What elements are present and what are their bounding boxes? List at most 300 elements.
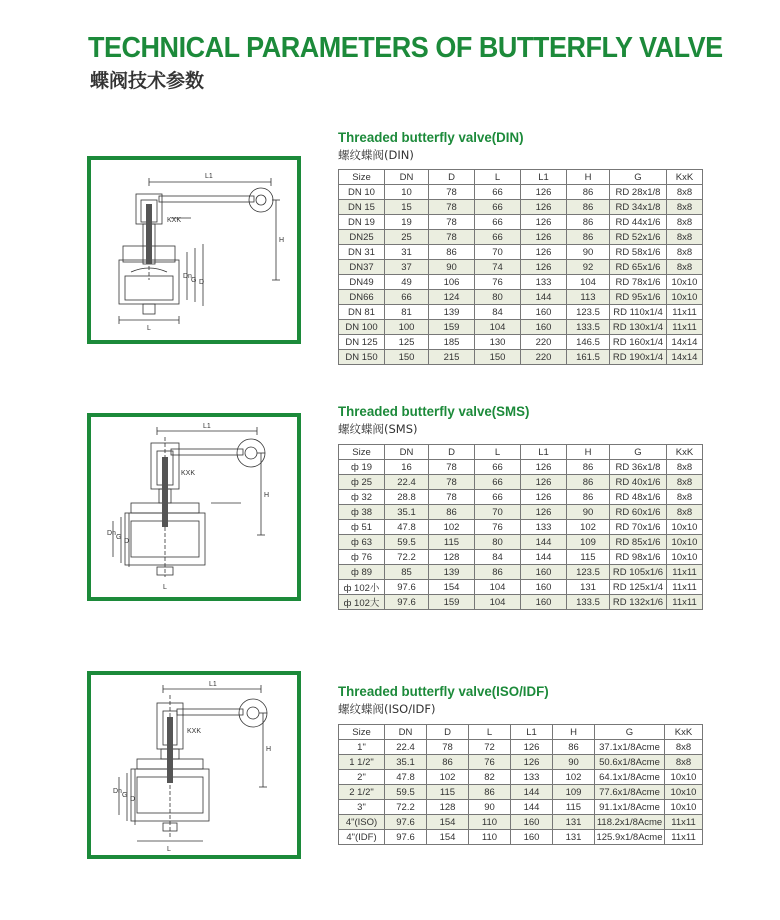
table-cell: 118.2x1/8Acme	[595, 815, 665, 830]
table-cell: 4"(IDF)	[339, 830, 385, 845]
table-cell: 78	[429, 200, 475, 215]
table-cell: 15	[385, 200, 429, 215]
column-header: D	[429, 445, 475, 460]
table-cell: 133.5	[567, 595, 610, 610]
table-cell: 86	[567, 475, 610, 490]
table-cell: 47.8	[385, 520, 429, 535]
table-cell: 4"(ISO)	[339, 815, 385, 830]
table-cell: 160	[521, 595, 567, 610]
table-cell: 11x11	[665, 815, 703, 830]
table-row	[339, 770, 703, 785]
table-cell: 76	[475, 275, 521, 290]
label-d: D	[124, 538, 130, 545]
column-header: KxK	[667, 170, 703, 185]
table-cell: 78	[427, 740, 469, 755]
table-header-row	[339, 725, 703, 740]
table-row	[339, 320, 703, 335]
page-title: TECHNICAL PARAMETERS OF BUTTERFLY VALVE	[88, 32, 723, 64]
table-row	[339, 580, 703, 595]
label-h: H	[279, 237, 285, 244]
table-cell: 144	[521, 550, 567, 565]
table-cell: 8x8	[667, 460, 703, 475]
table-cell: 84	[475, 550, 521, 565]
table-cell: 86	[567, 460, 610, 475]
table-header-row	[339, 445, 703, 460]
table-cell: 109	[553, 785, 595, 800]
column-header: L	[475, 445, 521, 460]
table-cell: 102	[429, 520, 475, 535]
table-cell: 2 1/2"	[339, 785, 385, 800]
table-cell: 8x8	[667, 215, 703, 230]
table-header-row	[339, 170, 703, 185]
column-header: DN	[385, 170, 429, 185]
label-l: L	[163, 584, 167, 591]
table-cell: 76	[469, 755, 511, 770]
table-cell: RD 65x1/6	[610, 260, 667, 275]
table-cell: 78	[429, 230, 475, 245]
table-cell: 90	[553, 755, 595, 770]
table-row	[339, 550, 703, 565]
table-cell: 10x10	[667, 290, 703, 305]
iso-idf-valve-diagram	[87, 671, 301, 859]
table-cell: 82	[469, 770, 511, 785]
table-cell: 50.6x1/8Acme	[595, 755, 665, 770]
table-cell: 78	[429, 185, 475, 200]
table-cell: 150	[385, 350, 429, 365]
table-cell: 133	[521, 275, 567, 290]
table-cell: RD 44x1/6	[610, 215, 667, 230]
column-header: G	[595, 725, 665, 740]
table-cell: 106	[429, 275, 475, 290]
table-row	[339, 815, 703, 830]
table-cell: 78	[429, 460, 475, 475]
table-cell: 10x10	[667, 275, 703, 290]
table-cell: RD 125x1/4	[610, 580, 667, 595]
table-cell: 2"	[339, 770, 385, 785]
table-cell: 10x10	[667, 520, 703, 535]
valve-drawing	[91, 675, 297, 855]
din-spec-table	[338, 169, 703, 365]
table-cell: 130	[475, 335, 521, 350]
table-cell: DN 10	[339, 185, 385, 200]
table-cell: 90	[567, 245, 610, 260]
page-subtitle: 蝶阀技术参数	[90, 70, 205, 92]
table-cell: 161.5	[567, 350, 610, 365]
table-cell: 104	[567, 275, 610, 290]
table-cell: 154	[427, 815, 469, 830]
column-header: D	[427, 725, 469, 740]
table-cell: 8x8	[667, 260, 703, 275]
table-cell: 128	[427, 800, 469, 815]
table-cell: 16	[385, 460, 429, 475]
label-h: H	[264, 492, 270, 499]
table-row	[339, 490, 703, 505]
table-cell: ф 25	[339, 475, 385, 490]
table-cell: 160	[511, 830, 553, 845]
column-header: KxK	[667, 445, 703, 460]
table-cell: 109	[567, 535, 610, 550]
table-cell: 78	[429, 475, 475, 490]
table-body	[339, 185, 703, 365]
table-row	[339, 535, 703, 550]
table-body	[339, 460, 703, 610]
table-cell: 110	[469, 830, 511, 845]
table-cell: 72.2	[385, 800, 427, 815]
table-cell: 115	[553, 800, 595, 815]
table-cell: 97.6	[385, 830, 427, 845]
table-cell: 59.5	[385, 785, 427, 800]
table-cell: 70	[475, 505, 521, 520]
table-cell: RD 34x1/8	[610, 200, 667, 215]
table-cell: 126	[521, 475, 567, 490]
table-cell: 126	[521, 200, 567, 215]
table-cell: 86	[475, 565, 521, 580]
label-kxk: KXK	[187, 728, 202, 735]
table-cell: 160	[521, 580, 567, 595]
table-cell: 78	[429, 215, 475, 230]
table-cell: ф 102小	[339, 580, 385, 595]
table-cell: 31	[385, 245, 429, 260]
column-header: Size	[339, 170, 385, 185]
table-cell: ф 51	[339, 520, 385, 535]
table-cell: 14x14	[667, 335, 703, 350]
table-cell: RD 105x1/6	[610, 565, 667, 580]
table-body	[339, 740, 703, 845]
column-header: H	[567, 170, 610, 185]
table-cell: 49	[385, 275, 429, 290]
table-cell: 10x10	[665, 770, 703, 785]
table-cell: DN25	[339, 230, 385, 245]
table-cell: 47.8	[385, 770, 427, 785]
table-cell: 81	[385, 305, 429, 320]
table-cell: 80	[475, 290, 521, 305]
table-cell: 160	[521, 565, 567, 580]
table-cell: 126	[521, 490, 567, 505]
table-cell: 11x11	[667, 595, 703, 610]
table-cell: 115	[567, 550, 610, 565]
table-cell: RD 28x1/8	[610, 185, 667, 200]
sms-valve-diagram	[87, 413, 301, 601]
table-cell: 97.6	[385, 595, 429, 610]
table-cell: 86	[469, 785, 511, 800]
column-header: DN	[385, 725, 427, 740]
table-cell: 128	[429, 550, 475, 565]
table-cell: 125	[385, 335, 429, 350]
table-cell: ф 102大	[339, 595, 385, 610]
section-subtitle-din: 螺纹蝶阀(DIN)	[338, 148, 414, 162]
table-cell: DN 19	[339, 215, 385, 230]
table-cell: 8x8	[667, 200, 703, 215]
table-cell: RD 95x1/6	[610, 290, 667, 305]
column-header: H	[553, 725, 595, 740]
table-cell: 66	[475, 200, 521, 215]
table-cell: 22.4	[385, 475, 429, 490]
table-row	[339, 275, 703, 290]
table-cell: ф 19	[339, 460, 385, 475]
table-cell: DN 31	[339, 245, 385, 260]
column-header: L1	[521, 170, 567, 185]
table-cell: 124	[429, 290, 475, 305]
table-cell: 86	[567, 215, 610, 230]
section-title-sms: Threaded butterfly valve(SMS)	[338, 403, 530, 419]
table-cell: RD 58x1/6	[610, 245, 667, 260]
table-cell: 160	[511, 815, 553, 830]
column-header: G	[610, 170, 667, 185]
table-cell: 70	[475, 245, 521, 260]
table-cell: 72.2	[385, 550, 429, 565]
table-row	[339, 460, 703, 475]
table-cell: RD 132x1/6	[610, 595, 667, 610]
table-cell: 66	[385, 290, 429, 305]
label-l1: L1	[205, 173, 213, 180]
table-cell: 10x10	[667, 550, 703, 565]
table-cell: 14x14	[667, 350, 703, 365]
table-cell: ф 89	[339, 565, 385, 580]
table-cell: RD 110x1/4	[610, 305, 667, 320]
table-cell: 28.8	[385, 490, 429, 505]
table-cell: 220	[521, 350, 567, 365]
table-cell: 35.1	[385, 755, 427, 770]
table-row	[339, 755, 703, 770]
table-cell: 80	[475, 535, 521, 550]
label-g: G	[191, 277, 197, 284]
table-cell: ф 32	[339, 490, 385, 505]
table-cell: 92	[567, 260, 610, 275]
table-cell: RD 190x1/4	[610, 350, 667, 365]
table-cell: 126	[521, 505, 567, 520]
table-cell: RD 40x1/6	[610, 475, 667, 490]
label-dn: Dn	[107, 530, 116, 537]
table-cell: 66	[475, 490, 521, 505]
table-cell: 86	[429, 505, 475, 520]
table-cell: 102	[553, 770, 595, 785]
column-header: D	[429, 170, 475, 185]
table-cell: 1 1/2"	[339, 755, 385, 770]
table-cell: 10x10	[665, 800, 703, 815]
label-d: D	[130, 796, 136, 803]
table-cell: 110	[469, 815, 511, 830]
column-header: KxK	[665, 725, 703, 740]
table-row	[339, 290, 703, 305]
table-cell: RD 130x1/4	[610, 320, 667, 335]
table-cell: RD 52x1/6	[610, 230, 667, 245]
table-cell: DN 125	[339, 335, 385, 350]
column-header: L	[469, 725, 511, 740]
table-cell: 86	[427, 755, 469, 770]
column-header: L	[475, 170, 521, 185]
table-cell: 25	[385, 230, 429, 245]
table-cell: RD 48x1/6	[610, 490, 667, 505]
table-cell: 220	[521, 335, 567, 350]
table-cell: 154	[427, 830, 469, 845]
table-cell: 159	[429, 320, 475, 335]
table-cell: 10x10	[665, 785, 703, 800]
label-d: D	[199, 279, 205, 286]
table-cell: 144	[511, 800, 553, 815]
label-dn: Dn	[113, 788, 122, 795]
table-cell: RD 60x1/6	[610, 505, 667, 520]
table-cell: 3"	[339, 800, 385, 815]
table-cell: 86	[567, 185, 610, 200]
sms-spec-table	[338, 444, 703, 610]
table-cell: 123.5	[567, 305, 610, 320]
table-cell: 10x10	[667, 535, 703, 550]
table-row	[339, 215, 703, 230]
table-cell: RD 78x1/6	[610, 275, 667, 290]
table-cell: 66	[475, 215, 521, 230]
iso-idf-spec-table	[338, 724, 703, 845]
table-cell: DN 150	[339, 350, 385, 365]
table-cell: DN49	[339, 275, 385, 290]
table-cell: 146.5	[567, 335, 610, 350]
table-cell: 11x11	[667, 305, 703, 320]
column-header: G	[610, 445, 667, 460]
table-cell: DN37	[339, 260, 385, 275]
table-cell: DN 100	[339, 320, 385, 335]
table-cell: 100	[385, 320, 429, 335]
table-cell: 113	[567, 290, 610, 305]
table-cell: 11x11	[665, 830, 703, 845]
table-cell: 104	[475, 320, 521, 335]
table-cell: 84	[475, 305, 521, 320]
table-cell: 19	[385, 215, 429, 230]
label-h: H	[266, 746, 272, 753]
table-cell: 8x8	[665, 740, 703, 755]
valve-drawing	[91, 417, 297, 597]
label-dn: Dn	[183, 273, 192, 280]
table-cell: 91.1x1/8Acme	[595, 800, 665, 815]
table-cell: 126	[521, 460, 567, 475]
table-cell: 104	[475, 595, 521, 610]
table-cell: 97.6	[385, 815, 427, 830]
table-cell: 126	[511, 740, 553, 755]
table-cell: 37.1x1/8Acme	[595, 740, 665, 755]
table-row	[339, 245, 703, 260]
table-row	[339, 475, 703, 490]
table-cell: 133	[521, 520, 567, 535]
table-cell: 126	[521, 260, 567, 275]
table-cell: 102	[427, 770, 469, 785]
table-cell: 139	[429, 565, 475, 580]
section-subtitle-sms: 螺纹蝶阀(SMS)	[338, 422, 418, 436]
table-cell: 66	[475, 230, 521, 245]
label-l: L	[147, 325, 151, 332]
label-l: L	[167, 846, 171, 853]
label-kxk: KXK	[181, 470, 196, 477]
table-row	[339, 740, 703, 755]
table-cell: 133	[511, 770, 553, 785]
table-row	[339, 260, 703, 275]
label-l1: L1	[209, 681, 217, 688]
table-cell: 97.6	[385, 580, 429, 595]
table-cell: 185	[429, 335, 475, 350]
table-cell: 77.6x1/8Acme	[595, 785, 665, 800]
table-cell: 215	[429, 350, 475, 365]
table-cell: RD 160x1/4	[610, 335, 667, 350]
table-cell: 86	[567, 200, 610, 215]
table-cell: 90	[567, 505, 610, 520]
table-cell: DN 15	[339, 200, 385, 215]
table-cell: RD 70x1/6	[610, 520, 667, 535]
table-cell: 8x8	[667, 505, 703, 520]
table-cell: 86	[553, 740, 595, 755]
section-title-iso-idf: Threaded butterfly valve(ISO/IDF)	[338, 683, 549, 699]
table-cell: 66	[475, 460, 521, 475]
table-cell: 8x8	[667, 230, 703, 245]
table-cell: 131	[553, 830, 595, 845]
table-cell: ф 63	[339, 535, 385, 550]
table-cell: 76	[475, 520, 521, 535]
label-g: G	[122, 792, 128, 799]
table-cell: 64.1x1/8Acme	[595, 770, 665, 785]
valve-drawing	[91, 160, 297, 340]
table-cell: 86	[567, 490, 610, 505]
table-row	[339, 520, 703, 535]
table-cell: 115	[427, 785, 469, 800]
table-cell: 144	[521, 290, 567, 305]
table-cell: 126	[521, 185, 567, 200]
table-cell: 126	[521, 245, 567, 260]
table-row	[339, 230, 703, 245]
table-cell: 160	[521, 305, 567, 320]
table-cell: ф 38	[339, 505, 385, 520]
table-cell: 126	[511, 755, 553, 770]
table-cell: 66	[475, 185, 521, 200]
table-cell: 104	[475, 580, 521, 595]
table-cell: 115	[429, 535, 475, 550]
column-header: DN	[385, 445, 429, 460]
table-cell: 154	[429, 580, 475, 595]
table-cell: RD 36x1/8	[610, 460, 667, 475]
table-row	[339, 595, 703, 610]
table-cell: 131	[567, 580, 610, 595]
table-cell: 22.4	[385, 740, 427, 755]
table-cell: 35.1	[385, 505, 429, 520]
table-row	[339, 305, 703, 320]
table-cell: RD 98x1/6	[610, 550, 667, 565]
table-cell: 8x8	[665, 755, 703, 770]
column-header: Size	[339, 725, 385, 740]
column-header: L1	[521, 445, 567, 460]
table-cell: 66	[475, 475, 521, 490]
table-cell: 123.5	[567, 565, 610, 580]
table-cell: 102	[567, 520, 610, 535]
table-cell: 11x11	[667, 320, 703, 335]
table-row	[339, 565, 703, 580]
table-cell: 150	[475, 350, 521, 365]
table-cell: 11x11	[667, 580, 703, 595]
table-cell: 159	[429, 595, 475, 610]
table-cell: 85	[385, 565, 429, 580]
table-cell: 126	[521, 215, 567, 230]
table-row	[339, 830, 703, 845]
table-cell: 37	[385, 260, 429, 275]
column-header: Size	[339, 445, 385, 460]
table-cell: 11x11	[667, 565, 703, 580]
table-row	[339, 200, 703, 215]
table-cell: 160	[521, 320, 567, 335]
table-cell: 72	[469, 740, 511, 755]
label-l1: L1	[203, 423, 211, 430]
table-row	[339, 350, 703, 365]
table-cell: 8x8	[667, 475, 703, 490]
table-cell: DN66	[339, 290, 385, 305]
table-row	[339, 185, 703, 200]
table-cell: 90	[469, 800, 511, 815]
table-cell: DN 81	[339, 305, 385, 320]
table-row	[339, 505, 703, 520]
section-subtitle-iso-idf: 螺纹蝶阀(ISO/IDF)	[338, 702, 436, 716]
